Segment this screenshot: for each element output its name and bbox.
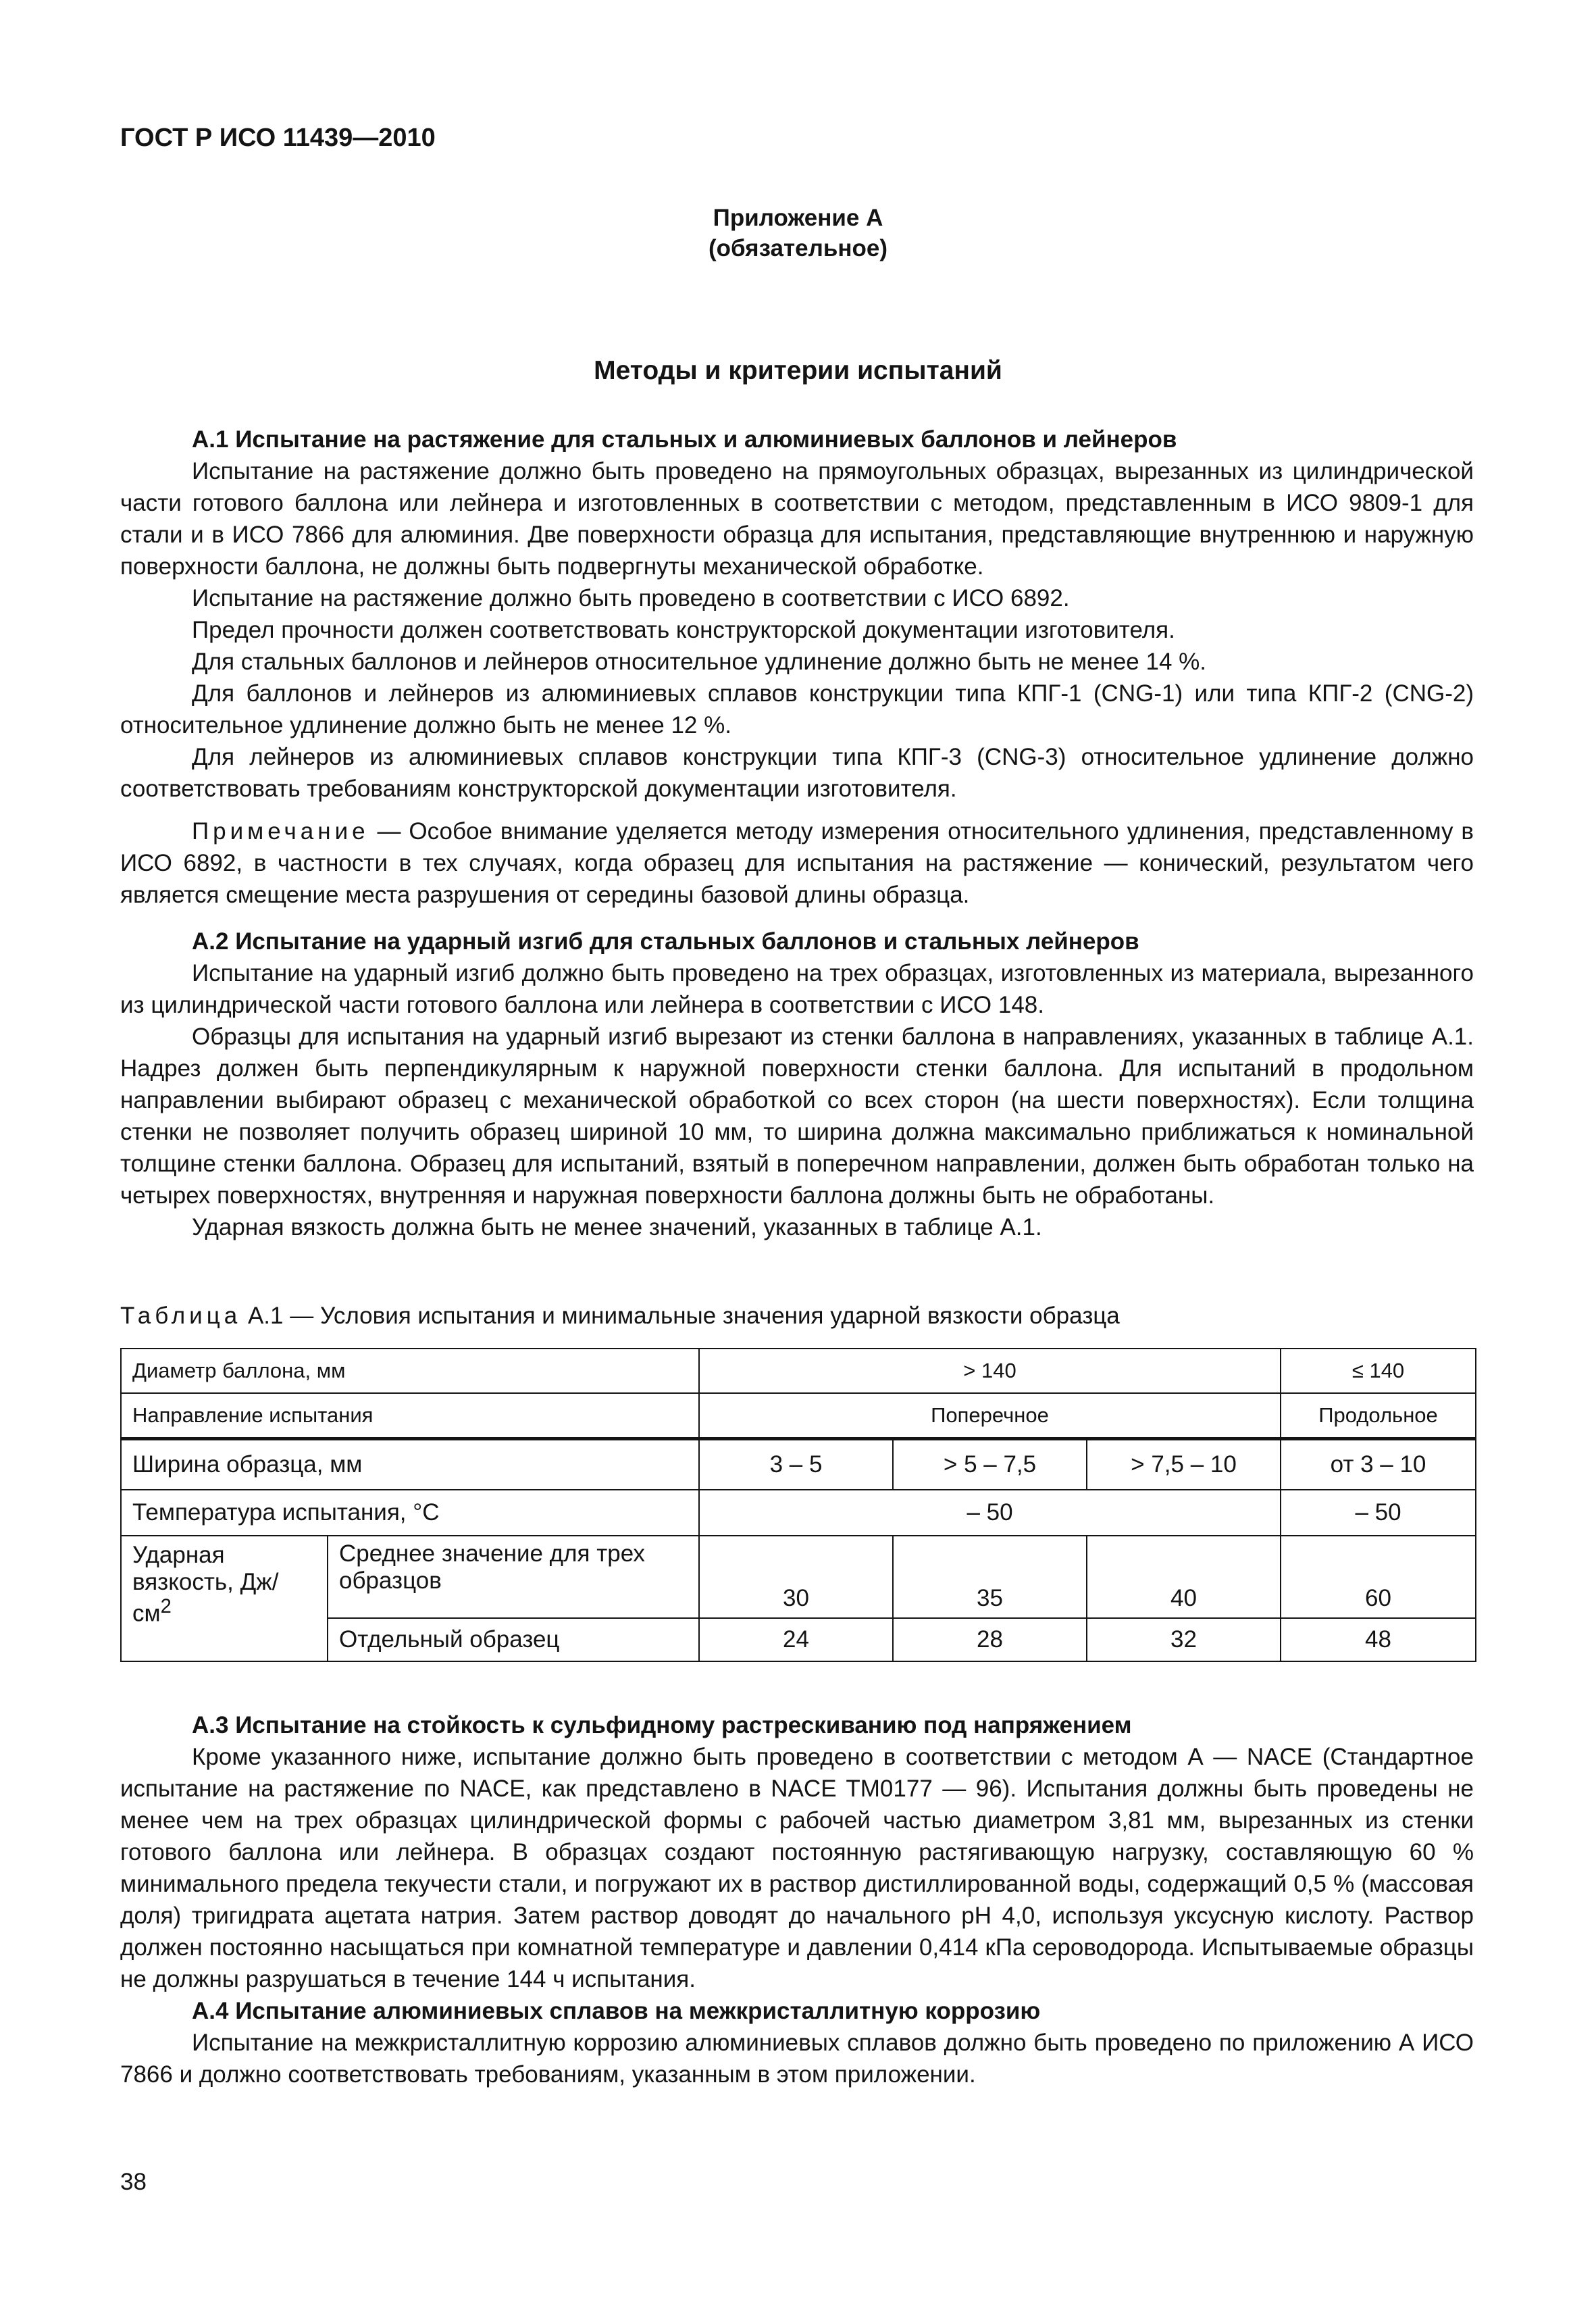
temperature-label: Температура испытания, °С (121, 1490, 699, 1536)
section-a2-heading: А.2 Испытание на ударный изгиб для стальных баллонов и стальных лейнеров (192, 928, 1139, 955)
annex-name: Приложение А (713, 205, 883, 231)
table-cell: 35 (893, 1536, 1087, 1618)
annex-title: Методы и критерии испытаний (594, 356, 1002, 385)
paragraph: Испытание на ударный изгиб должно быть проведено на трех образцах, изготовленных из материала, вырезанного из цилиндрической части готового баллона или лейнера в соответствии с ИСО 148. (120, 960, 1474, 1018)
paragraph: Предел прочности должен соответствовать конструкторской документации изготовителя. (192, 617, 1175, 643)
direction-longitudinal: Продольное (1281, 1393, 1476, 1439)
paragraph: Испытание на растяжение должно быть проведено на прямоугольных образцах, вырезанных из цилиндрической части готового баллона или лейнера и изготовленных в соответствии с методом, представленным в ИСО 9809-1 для стали и в ИСО 7866 для алюминия. Две поверхности образца для испытания, представляющие внутреннюю и наружную поверхности баллона, не должны быть подвергнуты механической обработке. (120, 458, 1474, 580)
table-caption-text: А.1 — Условия испытания и минимальные значения ударной вязкости образца (241, 1303, 1120, 1329)
section-a1-heading: А.1 Испытание на растяжение для стальных и алюминиевых баллонов и лейнеров (192, 426, 1177, 453)
table-row (121, 1490, 1476, 1536)
table-row (121, 1393, 1476, 1439)
diameter-gt140: > 140 (699, 1349, 1281, 1393)
table-cell: 28 (893, 1618, 1087, 1661)
page-number: 38 (120, 2169, 147, 2195)
paragraph: Для стальных баллонов и лейнеров относительное удлинение должно быть не менее 14 %. (192, 649, 1206, 675)
paragraph: Испытание на растяжение должно быть проведено в соответствии с ИСО 6892. (192, 585, 1070, 611)
table-cell: 3 – 5 (699, 1439, 893, 1490)
annex-heading (0, 203, 1596, 263)
annex-status: (обязательное) (708, 235, 887, 261)
paragraph: Образцы для испытания на ударный изгиб вырезают из стенки баллона в направлениях, указанных в таблице А.1. Надрез должен быть перпендикулярным к наружной поверхности стенки баллона. Для испытаний в продольном направлении выбирают образец с механической обработкой со всех сторон (на шести поверхностях). Если толщина стенки не позволяет получить образец шириной 10 мм, то ширина должна максимально приближаться к номинальной толщине стенки баллона. Образец для испытаний, взятый в поперечном направлении, должен быть обработан только на четырех поверхностях, внутренняя и наружная поверхности баллона должны быть не обработаны. (120, 1024, 1474, 1209)
section-a3-heading: А.3 Испытание на стойкость к сульфидному растрескиванию под напряжением (192, 1712, 1132, 1738)
table-caption (120, 1303, 1120, 1330)
note-paragraph (120, 815, 1474, 911)
table-cell: > 5 – 7,5 (893, 1439, 1087, 1490)
table-cell: 30 (699, 1536, 893, 1618)
table-row (121, 1439, 1476, 1490)
unit-exponent: 2 (160, 1596, 172, 1617)
paragraph: Испытание на межкристаллитную коррозию алюминиевых сплавов должно быть проведено по приложению А ИСО 7866 и должно соответствовать требованиям, указанным в этом приложении. (120, 2030, 1474, 2088)
diameter-label: Диаметр баллона, мм (121, 1349, 699, 1393)
impact-group-text: Ударная вязкость, Дж/см (132, 1542, 279, 1627)
single-specimen-label: Отдельный образец (328, 1618, 699, 1661)
table-row (121, 1536, 1476, 1618)
paragraph: Для баллонов и лейнеров из алюминиевых сплавов конструкции типа КПГ-1 (CNG-1) или типа КПГ-2 (CNG-2) относительное удлинение должно быть не менее 12 %. (120, 680, 1474, 738)
table-cell: 24 (699, 1618, 893, 1661)
diameter-le140: ≤ 140 (1281, 1349, 1476, 1393)
table-cell: > 7,5 – 10 (1087, 1439, 1281, 1490)
table-cell: 60 (1281, 1536, 1476, 1618)
document-id-header: ГОСТ Р ИСО 11439—2010 (120, 124, 436, 152)
table-cell: 40 (1087, 1536, 1281, 1618)
section-a4-heading: А.4 Испытание алюминиевых сплавов на межкристаллитную коррозию (192, 1998, 1041, 2024)
table-cell: 32 (1087, 1618, 1281, 1661)
section-a2 (120, 926, 1474, 1243)
table-cell: 48 (1281, 1618, 1476, 1661)
paragraph: Для лейнеров из алюминиевых сплавов конструкции типа КПГ-3 (CNG-3) относительное удлинение должно соответствовать требованиям конструкторской документации изготовителя. (120, 744, 1474, 802)
direction-transverse: Поперечное (699, 1393, 1281, 1439)
impact-table (120, 1348, 1476, 1662)
table-cell: от 3 – 10 (1281, 1439, 1476, 1490)
paragraph: Кроме указанного ниже, испытание должно быть проведено в соответствии с методом А — NACE (Стандартное испытание на растяжение по NACE, как представлено в NACE TM0177 — 96). Испытания должны быть проведены не менее чем на трех образцах цилиндрической формы с рабочей частью диаметром 3,81 мм, вырезанных из стенки готового баллона или лейнера. В образцах создают постоянную растягивающую нагрузку, составляющую 60 % минимального предела текучести стали, и погружают их в раствор дистиллированной воды, содержащий 0,5 % (массовая доля) тригидрата ацетата натрия. Затем раствор доводят до начального pH 4,0, используя уксусную кислоту. Раствор должен постоянно насыщаться при комнатной температуре и давлении 0,414 кПа сероводорода. Испытываемые образцы не должны разрушаться в течение 144 ч испытания. (120, 1744, 1474, 1992)
paragraph: Ударная вязкость должна быть не менее значений, указанных в таблице А.1. (192, 1214, 1042, 1240)
direction-label: Направление испытания (121, 1393, 699, 1439)
width-label: Ширина образца, мм (121, 1439, 699, 1490)
table-row (121, 1349, 1476, 1393)
section-a1 (120, 424, 1474, 911)
note-text: — Особое внимание уделяется методу измерения относительного удлинения, представленному в ИСО 6892, в частности в тех случаях, когда образец для испытания на растяжение — конический, результатом чего является смещение места разрушения от середины базовой длины образца. (120, 818, 1474, 908)
temperature-transverse: – 50 (699, 1490, 1281, 1536)
average-label: Среднее значение для трех образцов (328, 1536, 699, 1618)
impact-group-label (121, 1536, 328, 1661)
note-label: Примечание (192, 818, 369, 845)
section-a3 (120, 1709, 1474, 2090)
table-caption-label: Таблица (120, 1303, 242, 1329)
temperature-longitudinal: – 50 (1281, 1490, 1476, 1536)
